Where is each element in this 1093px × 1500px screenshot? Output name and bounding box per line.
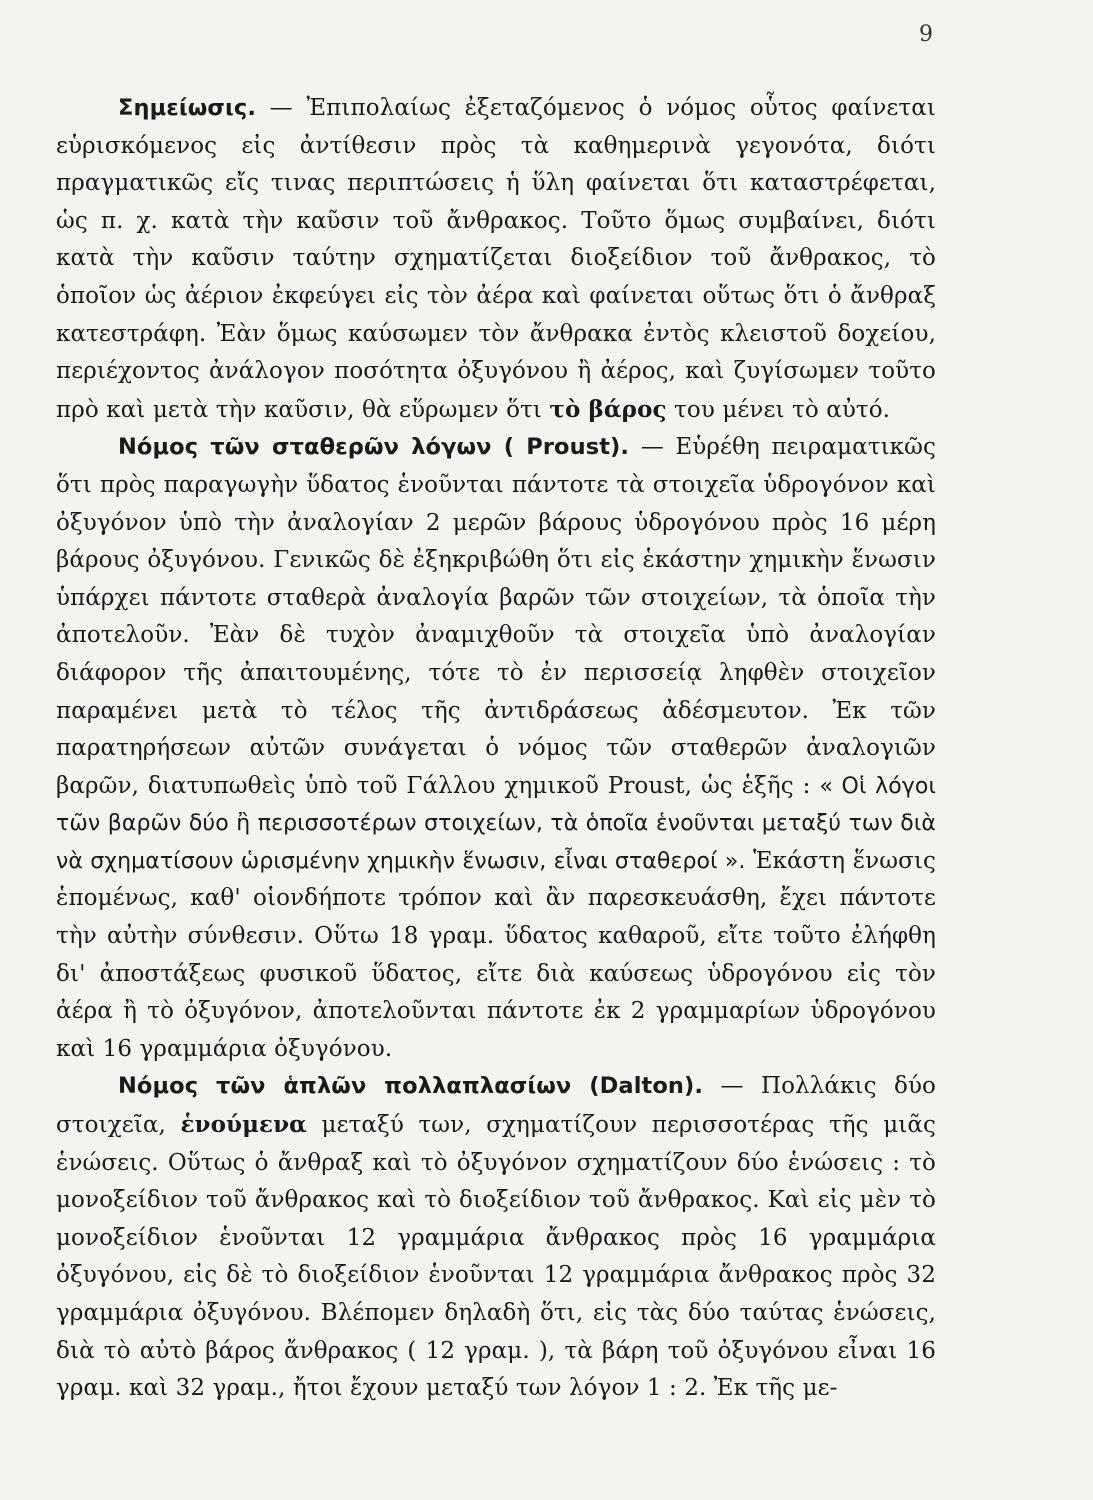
paragraph-text: μεταξύ των, σχηματίζουν περισσοτέρας τῆς μιᾶς ἑνώσεις. Οὕτως ὁ ἄνθραξ καὶ τὸ ὀξυγόνον σχηματίζουν δύο ἑνώσεις : τὸ μονοξείδιον τοῦ ἄνθρακος καὶ τὸ διοξείδιον τοῦ ἄνθρακος. Καὶ εἰς μὲν τὸ μονοξείδιον ἑνοῦνται 12 γραμμάρια ἄνθρακος πρὸς 16 γραμμάρια ὀξυγόνου, εἰς δὲ τὸ διοξείδιον ἑνοῦνται 12 γραμμάρια ἄνθρακος πρὸς 32 γραμμάρια ὀξυγόνου. Βλέπομεν δηλαδὴ ὅτι, εἰς τὰς δύο ταύτας ἑνώσεις, διὰ τὸ αὐτὸ βάρος ἄνθρακος ( 12 γραμ. ), τὰ βάρη τοῦ ὀξυγόνου εἶναι 16 γραμ. καὶ 32 γραμ., ἤτοι ἔχουν μεταξύ των λόγον 1 : 2. Ἐκ τῆς με- [56, 1112, 936, 1402]
emphasis-text: ἑνούμενα [180, 1111, 307, 1139]
paragraph-dalton [56, 1068, 936, 1407]
paragraph-text: — Ἐπιπολαίως ἐξεταζόμενος ὁ νόμος οὗτος φαίνεται εὑρισκόμενος εἰς ἀντίθεσιν πρὸς τὰ καθημερινὰ γεγονότα, διότι πραγματικῶς εἴς τινας περιπτώσεις ἡ ὕλη φαίνεται ὅτι καταστρέφεται, ὡς π. χ. κατὰ τὴν καῦσιν τοῦ ἄνθρακος. Τοῦτο ὅμως συμβαίνει, διότι κατὰ τὴν καῦσιν ταύτην σχηματίζεται διοξείδιον τοῦ ἄνθρακος, τὸ ὁποῖον ὡς ἀέριον ἐκφεύγει εἰς τὸν ἀέρα καὶ φαίνεται οὕτως ὅτι ὁ ἄνθραξ κατεστράφη. Ἐὰν ὅμως καύσωμεν τὸν ἄνθρακα ἐντὸς κλειστοῦ δοχείου, περιέχοντος ἀνάλογον ποσότητα ὀξυγόνου ἢ ἀέρος, καὶ ζυγίσωμεν τοῦτο πρὸ καὶ μετὰ τὴν καῦσιν, θὰ εὕρωμεν ὅτι [56, 95, 936, 423]
note-heading: Σημείωσις. [118, 95, 256, 121]
page-body [56, 90, 936, 1408]
law-statement-quote: « Οἱ λόγοι τῶν βαρῶν δύο ἢ περισσοτέρων στοιχείων, τὰ ὁποῖα ἑνοῦνται μεταξύ των διὰ νὰ σχηματίσουν ὡρισμένην χημικὴν ἕνωσιν, εἶναι σταθεροί ». [56, 773, 936, 874]
law-heading-dalton: Νόμος τῶν ἁπλῶν πολλαπλασίων (Dalton). [118, 1073, 704, 1100]
page-number: 9 [919, 22, 933, 47]
paragraph-text: — Πολλάκις δύο στοιχεῖα, [56, 1073, 936, 1139]
paragraph-proust [56, 429, 936, 1068]
paragraph-text: του μένει τὸ αὐτό. [666, 396, 891, 423]
paragraph-text: Ἑκάστη ἕνωσις ἑπομένως, καθ' οἱονδήποτε τρόπον καὶ ἂν παρεσκευάσθη, ἔχει πάντοτε τὴν αὐτὴν σύνθεσιν. Οὕτω 18 γραμ. ὕδατος καθαροῦ, εἴτε τοῦτο ἐλήφθη δι' ἀποστάξεως φυσικοῦ ὕδατος, εἴτε διὰ καύσεως ὑδρογόνου εἰς τὸν ἀέρα ἢ τὸ ὀξυγόνον, ἀποτελοῦνται πάντοτε ἐκ 2 γραμμαρίων ὑδρογόνου καὶ 16 γραμμάρια ὀξυγόνου. [56, 847, 936, 1062]
law-heading-proust: Νόμος τῶν σταθερῶν λόγων ( Proust). [118, 434, 630, 461]
emphasis-text: τὸ βάρος [549, 395, 667, 423]
paragraph-note [56, 90, 936, 429]
paragraph-text: — Εὑρέθη πειραματικῶς ὅτι πρὸς παραγωγὴν ὕδατος ἑνοῦνται πάντοτε τὰ στοιχεῖα ὑδρογόνον καὶ ὀξυγόνον ὑπὸ τὴν ἀναλογίαν 2 μερῶν βάρους ὑδρογόνου πρὸς 16 μέρη βάρους ὀξυγόνου. Γενικῶς δὲ ἐξηκριβώθη ὅτι εἰς ἑκάστην χημικὴν ἕνωσιν ὑπάρχει πάντοτε σταθερὰ ἀναλογία βαρῶν τῶν στοιχείων, τὰ ὁποῖα τὴν ἀποτελοῦν. Ἐὰν δὲ τυχὸν ἀναμιχθοῦν τὰ στοιχεῖα ὑπὸ ἀναλογίαν διάφορον τῆς ἀπαιτουμένης, τότε τὸ ἐν περισσείᾳ ληφθὲν στοιχεῖον παραμένει μετὰ τὸ τέλος τῆς ἀντιδράσεως ἀδέσμευτον. Ἐκ τῶν παρατηρήσεων αὐτῶν συνάγεται ὁ νόμος τῶν σταθερῶν ἀναλογιῶν βαρῶν, διατυπωθεὶς ὑπὸ τοῦ Γάλλου χημικοῦ Proust, ὡς ἑξῆς : [56, 434, 936, 799]
